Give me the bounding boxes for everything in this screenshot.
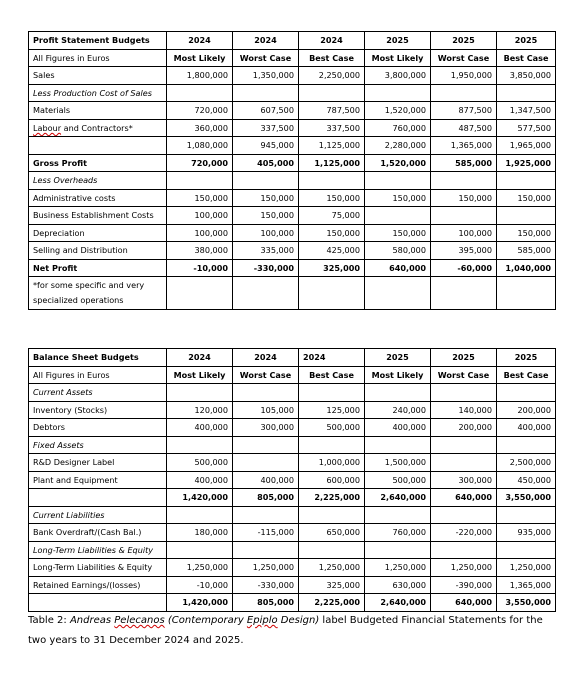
cell-value: 325,000: [299, 259, 365, 277]
cell-value: 3,800,000: [365, 67, 431, 85]
table-row-net-profit: [29, 259, 556, 277]
scenario-label: Best Case: [497, 49, 556, 67]
table-row-total-liabilities: [29, 594, 556, 612]
table-row-admin: [29, 189, 556, 207]
cell-value: 120,000: [167, 401, 233, 419]
section-label: Current Assets: [29, 384, 167, 402]
row-label: Gross Profit: [29, 154, 167, 172]
cell-value: 487,500: [431, 119, 497, 137]
cell-value: 600,000: [299, 471, 365, 489]
cell-value: -10,000: [167, 259, 233, 277]
cell-value: 500,000: [167, 454, 233, 472]
table-row-establishment: [29, 207, 556, 225]
column-year: 2024: [299, 32, 365, 50]
cell-value: 100,000: [233, 224, 299, 242]
table-subheader-row: [29, 49, 556, 67]
row-label: Inventory (Stocks): [29, 401, 167, 419]
cell-value: 585,000: [431, 154, 497, 172]
cell-value: 300,000: [233, 419, 299, 437]
cell-value: 100,000: [431, 224, 497, 242]
cell-value: -330,000: [233, 576, 299, 594]
footnote: *for some specific and very specialized operations: [29, 277, 167, 310]
column-year: 2024: [167, 349, 233, 367]
table-row-rnd: [29, 454, 556, 472]
table-row-subtotal: [29, 137, 556, 155]
cell-value: 395,000: [431, 242, 497, 260]
scenario-label: Most Likely: [365, 49, 431, 67]
units-label: All Figures in Euros: [29, 366, 167, 384]
section-label: Current Liabilities: [29, 506, 167, 524]
cell-value: 630,000: [365, 576, 431, 594]
cell-value: 400,000: [365, 419, 431, 437]
cell-value: 150,000: [167, 189, 233, 207]
section-label: Fixed Assets: [29, 436, 167, 454]
column-year: 2025: [497, 32, 556, 50]
row-label: Net Profit: [29, 259, 167, 277]
cell-value: 240,000: [365, 401, 431, 419]
cell-value: [233, 454, 299, 472]
row-label: [29, 137, 167, 155]
profit-statement-table: [28, 31, 556, 310]
cell-value: 760,000: [365, 524, 431, 542]
cell-value: 105,000: [233, 401, 299, 419]
cell-value: 1,950,000: [431, 67, 497, 85]
spellcheck-word: Labour: [33, 122, 62, 133]
scenario-label: Most Likely: [167, 366, 233, 384]
table-title: Profit Statement Budgets: [29, 32, 167, 50]
cell-value: 300,000: [431, 471, 497, 489]
row-label: Plant and Equipment: [29, 471, 167, 489]
column-year: 2025: [365, 349, 431, 367]
table-row-plant: [29, 471, 556, 489]
cell-value: 500,000: [299, 419, 365, 437]
cell-value: 400,000: [167, 471, 233, 489]
cell-value: 805,000: [233, 489, 299, 507]
scenario-label: Worst Case: [431, 366, 497, 384]
cell-value: 1,365,000: [497, 576, 556, 594]
cell-value: 150,000: [431, 189, 497, 207]
cell-value: 585,000: [497, 242, 556, 260]
cell-value: 150,000: [299, 224, 365, 242]
spellcheck-word: Epiplo: [246, 615, 278, 626]
cell-value: 335,000: [233, 242, 299, 260]
table-row-footnote: [29, 277, 556, 310]
table-header-row: [29, 349, 556, 367]
cell-value: 140,000: [431, 401, 497, 419]
cell-value: 400,000: [497, 419, 556, 437]
cell-value: 150,000: [365, 224, 431, 242]
cell-value: 760,000: [365, 119, 431, 137]
cell-value: 150,000: [233, 189, 299, 207]
cell-value: 2,640,000: [365, 489, 431, 507]
scenario-label: Best Case: [299, 366, 365, 384]
row-label: Materials: [29, 102, 167, 120]
cell-value: 180,000: [167, 524, 233, 542]
row-label: Administrative costs: [29, 189, 167, 207]
table-row-retained: [29, 576, 556, 594]
cell-value: 150,000: [233, 207, 299, 225]
units-label: All Figures in Euros: [29, 49, 167, 67]
column-year: 2025: [431, 32, 497, 50]
column-year: 2024: [233, 32, 299, 50]
cell-value: 150,000: [365, 189, 431, 207]
cell-value: [431, 207, 497, 225]
scenario-label: Worst Case: [233, 49, 299, 67]
cell-value: -390,000: [431, 576, 497, 594]
cell-value: 75,000: [299, 207, 365, 225]
cell-value: 877,500: [431, 102, 497, 120]
cell-value: 580,000: [365, 242, 431, 260]
table-title: Balance Sheet Budgets: [29, 349, 167, 367]
cell-value: 1,080,000: [167, 137, 233, 155]
cell-value: 577,500: [497, 119, 556, 137]
table-row-debtors: [29, 419, 556, 437]
row-label: Long-Term Liabilities & Equity: [29, 559, 167, 577]
cell-value: 360,000: [167, 119, 233, 137]
cell-value: 787,500: [299, 102, 365, 120]
section-label: Less Production Cost of Sales: [29, 84, 167, 102]
cell-value: 1,250,000: [365, 559, 431, 577]
cell-value: -115,000: [233, 524, 299, 542]
cell-value: 150,000: [497, 189, 556, 207]
table-subheader-row: [29, 366, 556, 384]
cell-value: 400,000: [233, 471, 299, 489]
cell-value: 640,000: [365, 259, 431, 277]
cell-value: 2,640,000: [365, 594, 431, 612]
cell-value: -330,000: [233, 259, 299, 277]
scenario-label: Best Case: [497, 366, 556, 384]
spellcheck-word: Pelecanos: [114, 615, 165, 626]
cell-value: [365, 207, 431, 225]
column-year: 2024: [167, 32, 233, 50]
cell-value: 1,250,000: [431, 559, 497, 577]
cell-value: 337,500: [299, 119, 365, 137]
cell-value: 935,000: [497, 524, 556, 542]
cell-value: 100,000: [167, 224, 233, 242]
cell-value: [497, 207, 556, 225]
cell-value: 1,000,000: [299, 454, 365, 472]
row-label: Labour and Contractors*: [29, 119, 167, 137]
cell-value: 2,280,000: [365, 137, 431, 155]
cell-value: 1,925,000: [497, 154, 556, 172]
scenario-label: Worst Case: [233, 366, 299, 384]
cell-value: 325,000: [299, 576, 365, 594]
row-label: Selling and Distribution: [29, 242, 167, 260]
cell-value: -10,000: [167, 576, 233, 594]
cell-value: 200,000: [497, 401, 556, 419]
cell-value: 650,000: [299, 524, 365, 542]
cell-value: 125,000: [299, 401, 365, 419]
cell-value: 1,250,000: [497, 559, 556, 577]
cell-value: 1,250,000: [167, 559, 233, 577]
cell-value: 3,550,000: [497, 489, 556, 507]
cell-value: 1,800,000: [167, 67, 233, 85]
cell-value: 607,500: [233, 102, 299, 120]
cell-value: 100,000: [167, 207, 233, 225]
scenario-label: Best Case: [299, 49, 365, 67]
row-label: R&D Designer Label: [29, 454, 167, 472]
table-row-lt-equity: [29, 559, 556, 577]
cell-value: 2,225,000: [299, 594, 365, 612]
cell-value: 1,420,000: [167, 489, 233, 507]
cell-value: 200,000: [431, 419, 497, 437]
cell-value: 1,250,000: [233, 559, 299, 577]
section-label: Long-Term Liabilities & Equity: [29, 541, 167, 559]
section-row-overheads: [29, 172, 556, 190]
table-row-total-assets: [29, 489, 556, 507]
cell-value: 3,550,000: [497, 594, 556, 612]
cell-value: 405,000: [233, 154, 299, 172]
cell-value: 1,040,000: [497, 259, 556, 277]
table-row-overdraft: [29, 524, 556, 542]
cell-value: 380,000: [167, 242, 233, 260]
scenario-label: Most Likely: [365, 366, 431, 384]
cell-value: 1,125,000: [299, 137, 365, 155]
section-row-lt-liabilities: [29, 541, 556, 559]
section-row-fixed-assets: [29, 436, 556, 454]
table-row-gross-profit: [29, 154, 556, 172]
cell-value: 1,125,000: [299, 154, 365, 172]
table-header-row: [29, 32, 556, 50]
column-year: 2025: [497, 349, 556, 367]
table-caption: Table 2: Andreas Pelecanos (Contemporary Epiplo Design) label Budgeted Financial Statements for the two years to 31 December 2024 and 2025.: [28, 615, 543, 646]
cell-value: -220,000: [431, 524, 497, 542]
cell-value: 2,225,000: [299, 489, 365, 507]
cell-value: 1,350,000: [233, 67, 299, 85]
cell-value: 1,250,000: [299, 559, 365, 577]
column-year: 2025: [431, 349, 497, 367]
cell-value: 337,500: [233, 119, 299, 137]
table-row-selling: [29, 242, 556, 260]
row-label: Debtors: [29, 419, 167, 437]
caption-author: Andreas Pelecanos (Contemporary Epiplo Design): [69, 615, 320, 626]
cell-value: 1,420,000: [167, 594, 233, 612]
section-row-current-liabilities: [29, 506, 556, 524]
row-label: Retained Earnings/(losses): [29, 576, 167, 594]
scenario-label: Worst Case: [431, 49, 497, 67]
section-label: Less Overheads: [29, 172, 167, 190]
cell-value: -60,000: [431, 259, 497, 277]
cell-value: 150,000: [299, 189, 365, 207]
cell-value: 425,000: [299, 242, 365, 260]
table-row-sales: [29, 67, 556, 85]
cell-value: 945,000: [233, 137, 299, 155]
cell-value: 805,000: [233, 594, 299, 612]
column-year: 2024: [299, 349, 365, 367]
cell-value: 3,850,000: [497, 67, 556, 85]
cell-value: 1,365,000: [431, 137, 497, 155]
cell-value: 400,000: [167, 419, 233, 437]
column-year: 2024: [233, 349, 299, 367]
scenario-label: Most Likely: [167, 49, 233, 67]
row-label: [29, 489, 167, 507]
cell-value: 720,000: [167, 154, 233, 172]
cell-value: 1,500,000: [365, 454, 431, 472]
row-label: Business Establishment Costs: [29, 207, 167, 225]
cell-value: 1,520,000: [365, 154, 431, 172]
cell-value: [431, 454, 497, 472]
table-row-materials: [29, 102, 556, 120]
row-label: Sales: [29, 67, 167, 85]
cell-value: 640,000: [431, 489, 497, 507]
table-row-depreciation: [29, 224, 556, 242]
section-row-production: [29, 84, 556, 102]
cell-value: 720,000: [167, 102, 233, 120]
cell-value: 1,520,000: [365, 102, 431, 120]
cell-value: 2,500,000: [497, 454, 556, 472]
column-year: 2025: [365, 32, 431, 50]
cell-value: 1,965,000: [497, 137, 556, 155]
table-row-labour: [29, 119, 556, 137]
row-label: [29, 594, 167, 612]
table-row-inventory: [29, 401, 556, 419]
cell-value: 450,000: [497, 471, 556, 489]
balance-sheet-table: [28, 348, 556, 612]
row-label: Bank Overdraft/(Cash Bal.): [29, 524, 167, 542]
cell-value: 640,000: [431, 594, 497, 612]
section-row-current-assets: [29, 384, 556, 402]
cell-value: 1,347,500: [497, 102, 556, 120]
cell-value: 500,000: [365, 471, 431, 489]
row-label: Depreciation: [29, 224, 167, 242]
cell-value: 2,250,000: [299, 67, 365, 85]
cell-value: 150,000: [497, 224, 556, 242]
